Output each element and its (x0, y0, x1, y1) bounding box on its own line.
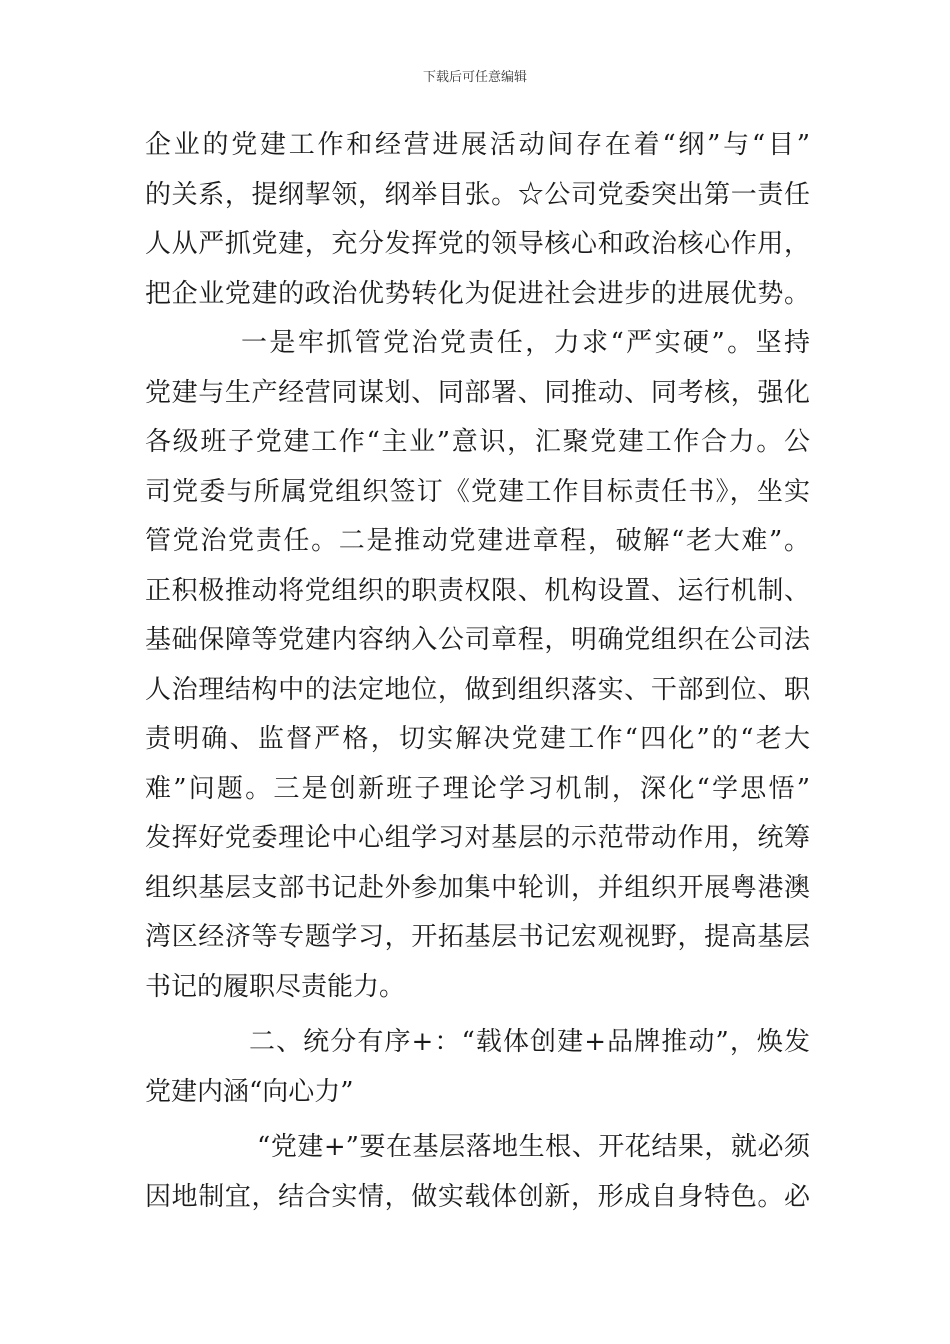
text-line: 的关系，提纲挈领，纲举目张。☆公司党委突出第一责任 (145, 179, 810, 210)
text-line: 湾区经济等专题学习，开拓基层书记宏观视野，提高基层 (145, 922, 810, 952)
text-line: 发挥好党委理论中心组学习对基层的示范带动作用，统筹 (145, 823, 810, 853)
text-line: 难”问题。三是创新班子理论学习机制，深化“学思悟” (145, 773, 810, 804)
text-line: 组织基层支部书记赴外参加集中轮训，并组织开展粤港澳 (145, 872, 810, 903)
page-header: 下载后可任意编辑 (422, 70, 527, 85)
text-line: 人治理结构中的法定地位，做到组织落实、干部到位、职 (145, 674, 810, 705)
paragraph-first-line: “党建+”要在基层落地生根、开花结果，就必须 (257, 1132, 810, 1162)
text-line: 党建与生产经营同谋划、同部署、同推动、同考核，强化 (145, 377, 810, 408)
text-line: 企业的党建工作和经营进展活动间存在着“纲”与“目” (145, 130, 810, 160)
text-line: 把企业党建的政治优势转化为促进社会进步的进展优势。 (145, 278, 810, 309)
text-line: 正积极推动将党组织的职责权限、机构设置、运行机制、 (145, 575, 810, 606)
text-line: 基础保障等党建内容纳入公司章程，明确党组织在公司法 (145, 625, 810, 655)
text-line: 因地制宜，结合实情，做实载体创新，形成自身特色。必 (145, 1181, 810, 1212)
text-line: 司党委与所属党组织签订《党建工作目标责任书》，坐实 (145, 476, 810, 507)
text-line: 人从严抓党建，充分发挥党的领导核心和政治核心作用， (145, 229, 810, 259)
document-body (145, 126, 810, 1227)
section-heading: 二、统分有序+：“载体创建+品牌推动”，焕发 (249, 1027, 810, 1057)
text-line: 管党治党责任。二是推动党建进章程，破解“老大难”。 (145, 526, 810, 556)
text-line: 责明确、监督严格，切实解决党建工作“四化”的“老大 (145, 724, 810, 754)
paragraph-first-line: 一是牢抓管党治党责任，力求“严实硬”。坚持 (241, 328, 810, 358)
section-heading-continued: 党建内涵“向心力” (145, 1076, 354, 1107)
text-line: 各级班子党建工作“主业”意识，汇聚党建工作合力。公 (145, 427, 810, 457)
text-line: 书记的履职尽责能力。 (145, 971, 406, 1002)
